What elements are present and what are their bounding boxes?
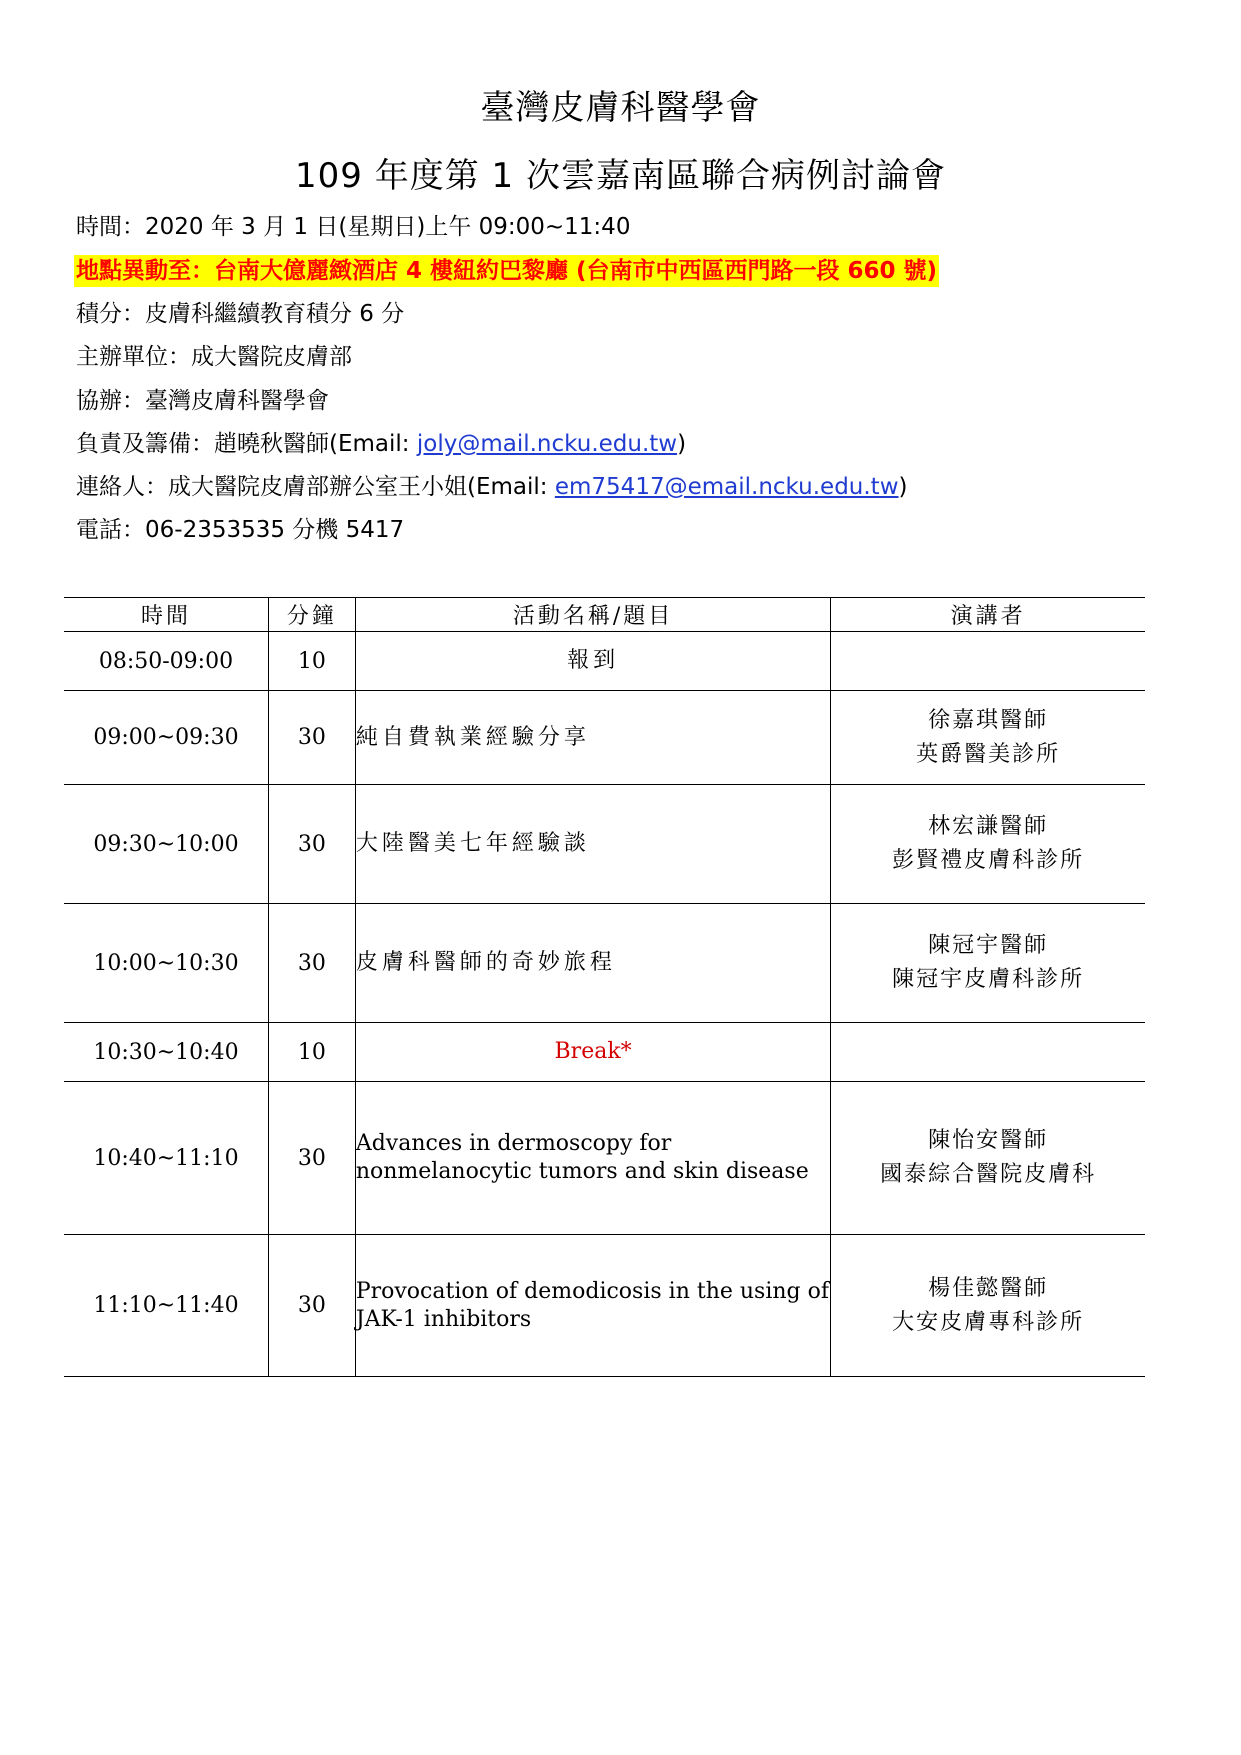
table-row [64, 1023, 1145, 1082]
office-contact [76, 472, 908, 502]
contact1-suffix: ) [677, 431, 687, 457]
contact1-prefix: 負責及籌備：趙曉秋醫師(Email: [76, 431, 417, 457]
header-minutes: 分鐘 [268, 598, 355, 632]
row-minutes: 10 [268, 632, 355, 691]
row-speaker [831, 1082, 1145, 1235]
row-speaker [831, 785, 1145, 904]
venue-change-notice: 地點異動至：台南大億麗緻酒店 4 樓紐約巴黎廳 (台南市中西區西門路一段 660 號) [74, 255, 939, 287]
credit-info: 積分：皮膚科繼續教育積分 6 分 [76, 301, 405, 327]
row-speaker [831, 1023, 1145, 1082]
row-topic: 純自費執業經驗分享 [355, 691, 831, 785]
row-speaker [831, 1235, 1145, 1377]
speaker-org: 大安皮膚專科診所 [892, 1309, 1085, 1335]
speaker-name: 楊佳懿醫師 [928, 1275, 1049, 1301]
organizer-info: 主辦單位：成大醫院皮膚部 [76, 344, 352, 370]
row-speaker [831, 691, 1145, 785]
row-minutes: 30 [268, 691, 355, 785]
row-minutes: 30 [268, 1235, 355, 1377]
speaker-org: 彭賢禮皮膚科診所 [892, 848, 1085, 873]
row-minutes: 30 [268, 785, 355, 904]
row-topic [355, 1235, 831, 1377]
contact1-email-link[interactable]: joly@mail.ncku.edu.tw [416, 431, 678, 457]
speaker-name: 陳怡安醫師 [928, 1128, 1049, 1153]
topic-line: JAK-1 inhibitors [355, 1306, 532, 1332]
topic-line: nonmelanocytic tumors and skin disease [355, 1159, 809, 1184]
speaker-org: 陳冠宇皮膚科診所 [892, 967, 1085, 992]
row-minutes: 30 [268, 904, 355, 1023]
row-time: 10:00~10:30 [64, 904, 268, 1023]
row-time: 11:10~11:40 [64, 1235, 268, 1377]
row-time: 10:30~10:40 [64, 1023, 268, 1082]
table-row [64, 691, 1145, 785]
table-row [64, 1082, 1145, 1235]
table-header-row [64, 598, 1145, 632]
row-topic: 大陸醫美七年經驗談 [355, 785, 831, 904]
table-row [64, 632, 1145, 691]
meeting-title: 109 年度第 1 次雲嘉南區聯合病例討論會 [295, 156, 946, 196]
row-time: 08:50-09:00 [64, 632, 268, 691]
row-minutes: 30 [268, 1082, 355, 1235]
row-speaker [831, 632, 1145, 691]
row-speaker [831, 904, 1145, 1023]
row-time: 09:30~10:00 [64, 785, 268, 904]
schedule-table [64, 597, 1145, 1377]
row-topic: 報到 [355, 632, 831, 691]
society-title: 臺灣皮膚科醫學會 [480, 88, 761, 128]
co-organizer-info: 協辦：臺灣皮膚科醫學會 [76, 388, 329, 414]
header-time: 時間 [64, 598, 268, 632]
phone-info: 電話：06-2353535 分機 5417 [76, 517, 405, 543]
topic-line: Provocation of demodicosis in the using of [355, 1278, 830, 1304]
row-time: 09:00~09:30 [64, 691, 268, 785]
contact2-prefix: 連絡人：成大醫院皮膚部辦公室王小姐(Email: [76, 474, 555, 500]
contact2-suffix: ) [898, 474, 908, 500]
meeting-time: 時間：2020 年 3 月 1 日(星期日)上午 09:00~11:40 [76, 214, 631, 240]
table-row [64, 904, 1145, 1023]
contact2-email-link[interactable]: em75417@email.ncku.edu.tw [554, 474, 899, 500]
speaker-name: 林宏謙醫師 [928, 814, 1049, 839]
speaker-org: 國泰綜合醫院皮膚科 [880, 1162, 1097, 1187]
table-row [64, 785, 1145, 904]
row-time: 10:40~11:10 [64, 1082, 268, 1235]
speaker-org: 英爵醫美診所 [916, 741, 1061, 767]
header-topic: 活動名稱/題目 [355, 598, 831, 632]
responsible-contact [76, 429, 686, 459]
row-minutes: 10 [268, 1023, 355, 1082]
header-speaker: 演講者 [831, 598, 1145, 632]
row-topic [355, 1082, 831, 1235]
row-topic: 皮膚科醫師的奇妙旅程 [355, 904, 831, 1023]
row-topic-break: Break* [355, 1023, 831, 1082]
table-row [64, 1235, 1145, 1377]
speaker-name: 陳冠宇醫師 [928, 933, 1049, 958]
speaker-name: 徐嘉琪醫師 [928, 707, 1049, 733]
topic-line: Advances in dermoscopy for [355, 1131, 672, 1156]
